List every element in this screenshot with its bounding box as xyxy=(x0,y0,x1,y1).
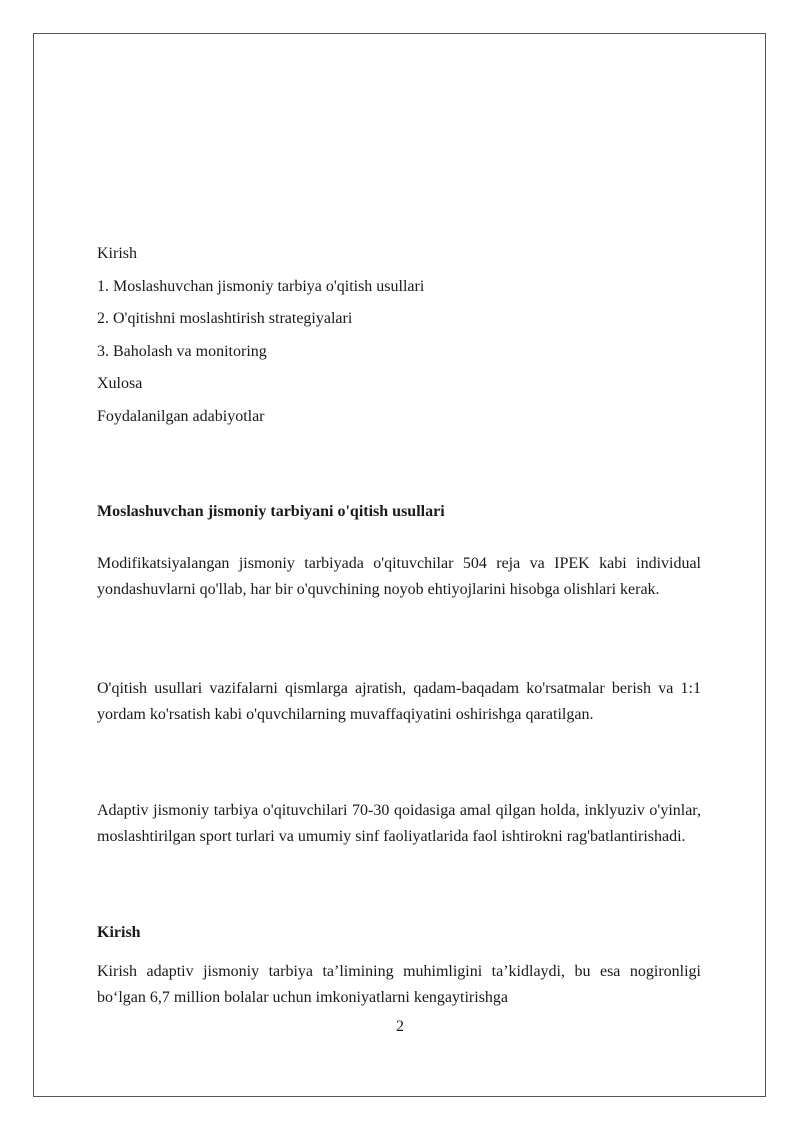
toc-item-3: 3. Baholash va monitoring xyxy=(97,342,267,360)
toc-item-2: 2. O'qitishni moslashtirish strategiyalari xyxy=(97,310,353,327)
section-heading-intro: Kirish xyxy=(97,924,141,941)
toc-item-intro: Kirish xyxy=(97,245,137,262)
paragraph-intro: Kirish adaptiv jismoniy tarbiya ta’limining muhimligini ta’kidlaydi, bu esa nogironligi bo‘lgan 6,7 million bolalar uchun imkoniyatlarni kengaytirishga xyxy=(97,963,701,1006)
page-number: 2 xyxy=(396,1018,404,1035)
section-heading-methods: Moslashuvchan jismoniy tarbiyani o'qitish usullari xyxy=(97,503,445,520)
toc-item-references: Foydalanilgan adabiyotlar xyxy=(97,407,265,425)
paragraph-methods-1: Modifikatsiyalangan jismoniy tarbiyada o'qituvchilar 504 reja va IPEK kabi individual yondashuvlarni qo'llab, har bir o'quvchining noyob ehtiyojlarini hisobga olishlari kerak. xyxy=(97,555,701,598)
paragraph-methods-2: O'qitish usullari vazifalarni qismlarga ajratish, qadam-baqadam ko'rsatmalar berish va 1:1 yordam ko'rsatish kabi o'quvchilarning muvaffaqiyatini oshirishga qaratilgan. xyxy=(97,680,701,723)
paragraph-methods-3: Adaptiv jismoniy tarbiya o'qituvchilari 70-30 qoidasiga amal qilgan holda, inklyuziv o'yinlar, moslashtirilgan sport turlari va umumiy sinf faoliyatlarida faol ishtirokni rag'batlantirishadi. xyxy=(97,802,701,845)
toc-item-1: 1. Moslashuvchan jismoniy tarbiya o'qitish usullari xyxy=(97,277,425,295)
toc-item-conclusion: Xulosa xyxy=(97,375,143,392)
table-of-contents xyxy=(97,244,701,439)
